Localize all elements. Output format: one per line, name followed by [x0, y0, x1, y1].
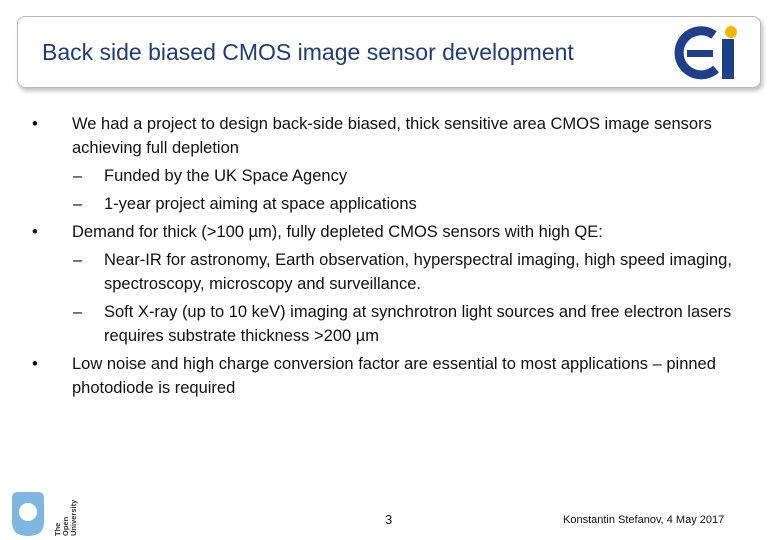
bullet-marker: •	[32, 115, 38, 133]
sub-bullet-text: Soft X-ray (up to 10 keV) imaging at synchrotron light sources and free electron lasers requires substrate thickness >200 µm	[104, 303, 732, 345]
bullet-marker: •	[32, 355, 38, 373]
dash-marker: –	[73, 303, 83, 321]
footer-author-date: Konstantin Stefanov, 4 May 2017	[563, 514, 725, 526]
sub-bullet-item	[32, 300, 742, 348]
dash-marker: –	[73, 167, 83, 185]
sub-bullet-text: Funded by the UK Space Agency	[104, 167, 348, 185]
slide-number: 3	[385, 512, 393, 527]
bullet-item	[32, 352, 742, 400]
dash-marker: –	[73, 251, 83, 269]
bullet-item	[32, 220, 742, 244]
title-box	[17, 16, 761, 88]
slide-title: Back side biased CMOS image sensor development	[42, 39, 574, 65]
bullet-text: Demand for thick (>100 µm), fully depleted CMOS sensors with high QE:	[72, 223, 603, 241]
slide-content	[32, 112, 742, 404]
sub-bullet-item	[32, 248, 742, 296]
bullet-marker: •	[32, 223, 38, 241]
svg-text:The: The	[53, 522, 62, 536]
sub-bullet-item	[32, 192, 742, 216]
ou-logo-text: The Open University	[10, 490, 20, 491]
sub-bullet-text: 1-year project aiming at space applications	[104, 195, 417, 213]
svg-text:Open: Open	[61, 516, 70, 536]
bullet-text: Low noise and high charge conversion factor are essential to most applications – pinned photodiode is required	[72, 355, 716, 397]
dash-marker: –	[73, 195, 83, 213]
svg-text:University: University	[69, 499, 78, 536]
open-university-logo-icon	[10, 490, 78, 538]
sub-bullet-text: Near-IR for astronomy, Earth observation, hyperspectral imaging, high speed imaging, spectroscopy, microscopy and surveillance.	[104, 251, 732, 293]
ei-logo-icon	[670, 23, 748, 83]
sub-bullet-item	[32, 164, 742, 188]
bullet-text: We had a project to design back-side biased, thick sensitive area CMOS image sensors achieving full depletion	[72, 115, 712, 157]
ei-logo-text: ei	[670, 23, 671, 24]
bullet-item	[32, 112, 742, 160]
